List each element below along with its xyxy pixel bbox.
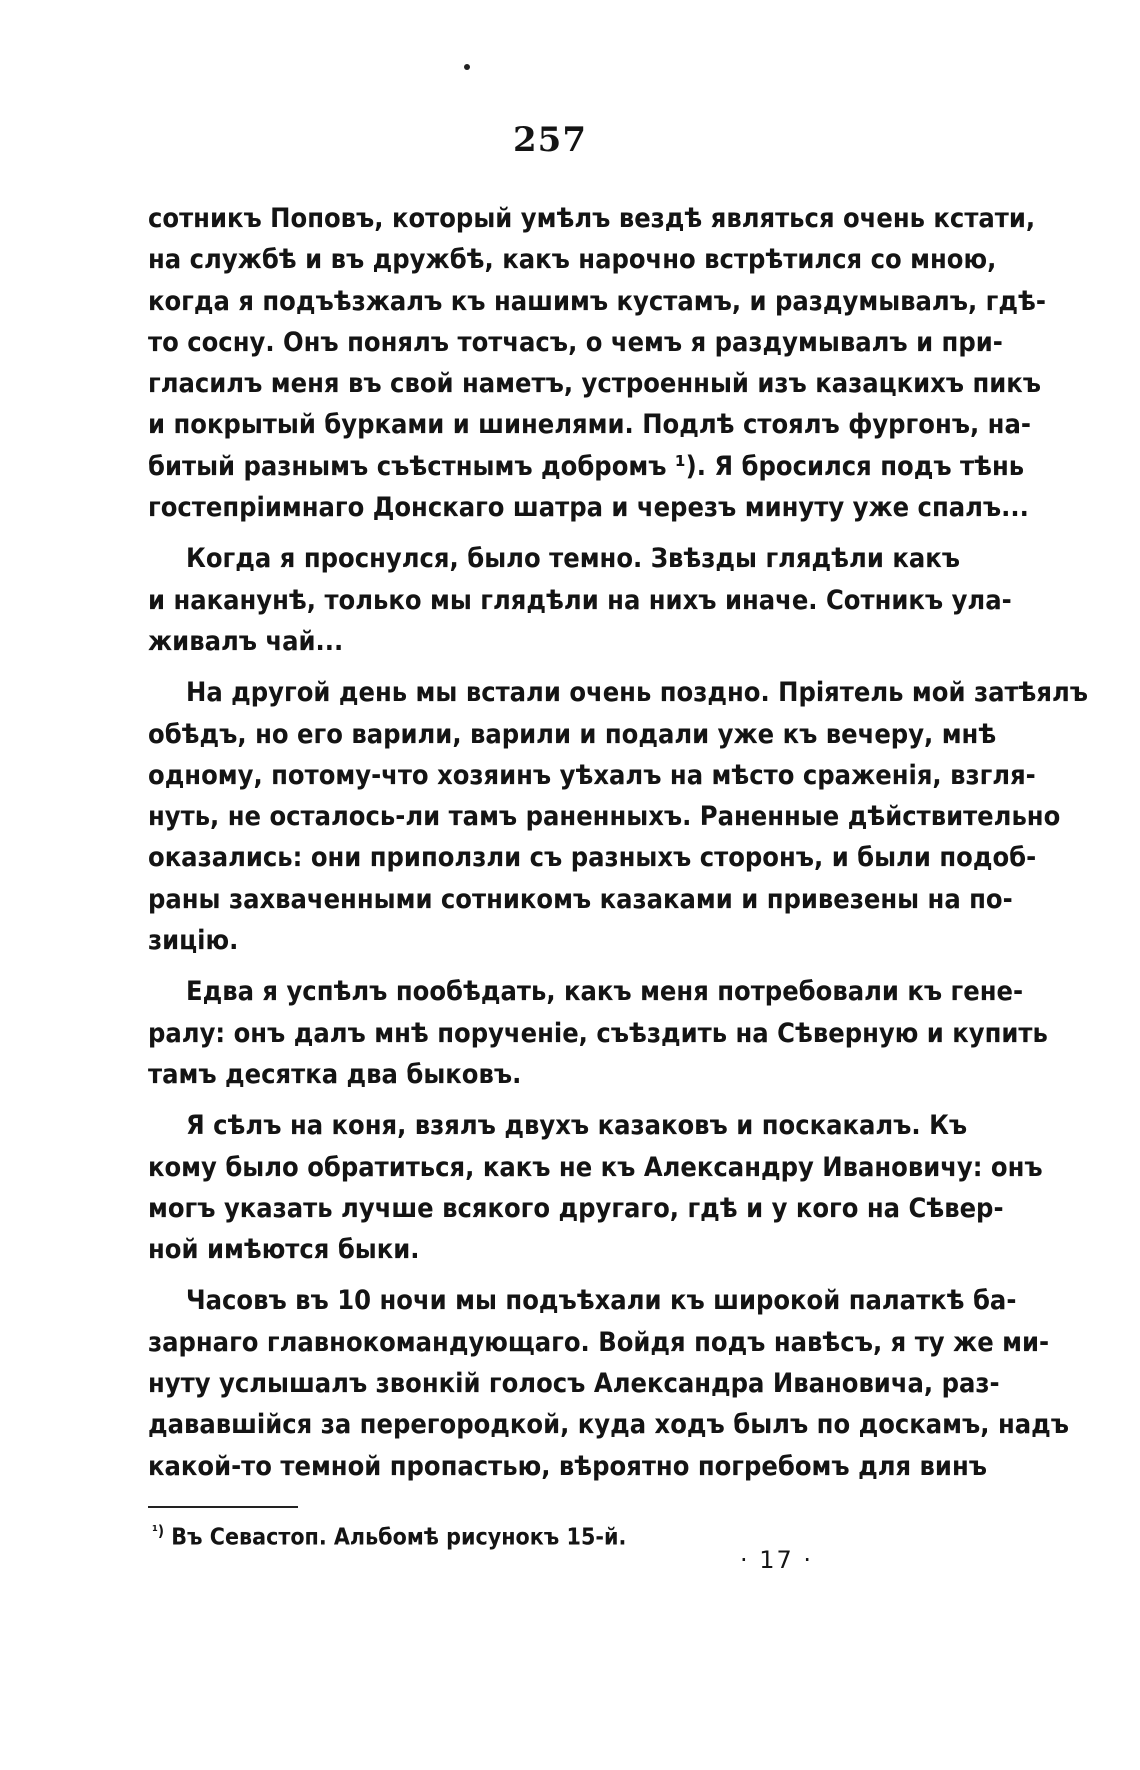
text-line: зицію. — [148, 925, 239, 957]
text-line: оказались: они приползли съ разныхъ сторонъ, и были подоб- — [148, 842, 1037, 874]
text-line: сотникъ Поповъ, который умѣлъ вездѣ являться очень кстати, — [148, 203, 1036, 234]
text-line: Часовъ въ 10 ночи мы подъѣхали къ широкой палаткѣ ба- — [186, 1285, 1017, 1317]
page-number: 257 — [513, 120, 587, 160]
text-line: обѣдъ, но его варили, варили и подали уже къ вечеру, мнѣ — [148, 718, 997, 750]
paragraph-6 — [148, 1280, 1070, 1486]
text-line: и наканунѣ, только мы глядѣли на нихъ иначе. Сотникъ ула- — [148, 584, 1012, 616]
text-line: тамъ десятка два быковъ. — [148, 1058, 522, 1090]
text-line: кому было обратиться, какъ не къ Александру Ивановичу: онъ — [148, 1151, 1043, 1183]
text-line: ралу: онъ далъ мнѣ порученіе, съѣздить на Сѣверную и купить — [148, 1017, 1048, 1049]
body-text — [148, 198, 1089, 1497]
text-line: какой-то темной пропастью, вѣроятно погребомъ для винъ — [148, 1450, 987, 1482]
text-line: битый разнымъ съѣстнымъ добромъ ¹). Я бросился подъ тѣнь — [148, 450, 1025, 482]
paragraph-4 — [148, 971, 1048, 1095]
footnote-divider — [148, 1506, 298, 1508]
text-line: нуту услышалъ звонкій голосъ Александра Ивановича, раз- — [148, 1368, 1000, 1400]
text-line: дававшійся за перегородкой, куда ходъ былъ по доскамъ, надъ — [148, 1409, 1070, 1441]
footnote — [152, 1522, 626, 1551]
footnote-text: Въ Севастоп. Альбомѣ рисунокъ 15-й. — [171, 1524, 627, 1551]
text-line: когда я подъѣзжалъ къ нашимъ кустамъ, и раздумывалъ, гдѣ- — [148, 285, 1046, 317]
text-line: нуть, не осталось-ли тамъ раненныхъ. Раненные дѣйствительно — [148, 801, 1061, 833]
signature-mark: · 17 · — [740, 1546, 814, 1574]
ink-speck — [464, 64, 470, 70]
text-line: раны захваченными сотникомъ казаками и привезены на по- — [148, 883, 1013, 915]
text-line: гостепріимнаго Донскаго шатра и черезъ минуту уже спалъ... — [148, 492, 1029, 524]
text-line: на службѣ и въ дружбѣ, какъ нарочно встрѣтился со мною, — [148, 244, 997, 276]
text-line: Я сѣлъ на коня, взялъ двухъ казаковъ и поскакалъ. Къ — [186, 1110, 968, 1142]
text-line: и покрытый бурками и шинелями. Подлѣ стоялъ фургонъ, на- — [148, 409, 1031, 441]
text-line: На другой день мы встали очень поздно. Пріятель мой затѣялъ — [186, 677, 1089, 709]
text-line: могъ указать лучше всякого другаго, гдѣ и у кого на Сѣвер- — [148, 1192, 1004, 1224]
paragraph-1 — [148, 198, 1046, 528]
text-line: то сосну. Онъ понялъ тотчасъ, о чемъ я раздумывалъ и при- — [148, 326, 1003, 358]
text-line: Едва я успѣлъ пообѣдать, какъ меня потребовали къ гене- — [186, 976, 1024, 1008]
paragraph-2 — [148, 538, 1012, 662]
text-line: зарнаго главнокомандующаго. Войдя подъ навѣсъ, я ту же ми- — [148, 1326, 1050, 1358]
paragraph-5 — [148, 1105, 1043, 1270]
footnote-marker: ¹) — [152, 1522, 165, 1540]
text-line: гласилъ меня въ свой наметъ, устроенный изъ казацкихъ пикъ — [148, 368, 1042, 400]
text-line: Когда я проснулся, было темно. Звѣзды глядѣли какъ — [186, 543, 960, 575]
text-line: живалъ чай... — [148, 625, 344, 657]
text-line: ной имѣются быки. — [148, 1234, 420, 1266]
text-line: одному, потому-что хозяинъ уѣхалъ на мѣсто сраженія, взгля- — [148, 759, 1036, 791]
paragraph-3 — [148, 672, 1089, 961]
